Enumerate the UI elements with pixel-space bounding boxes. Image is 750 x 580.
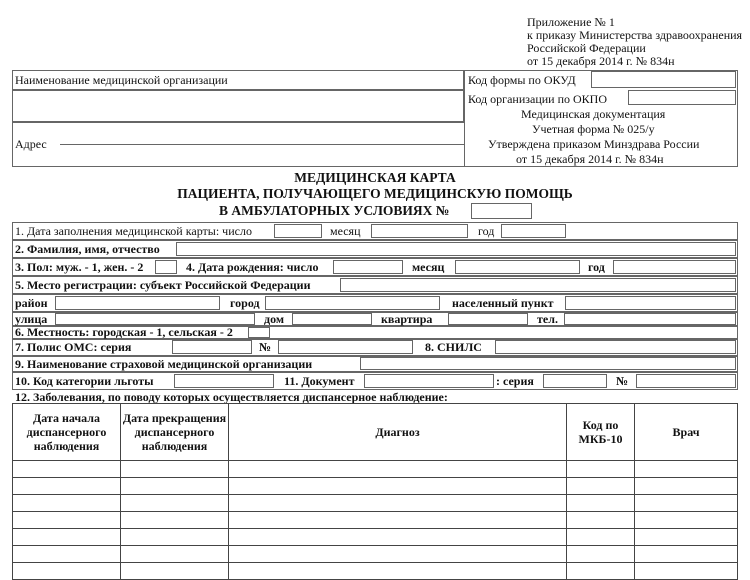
col-doctor: Врач [635, 404, 738, 461]
document-series-input[interactable] [543, 374, 607, 388]
col-icd-code: Код по МКБ-10 [567, 404, 635, 461]
okud-input[interactable] [591, 71, 736, 88]
card-title-line-2: ПАЦИЕНТА, ПОЛУЧАЮЩЕГО МЕДИЦИНСКУЮ ПОМОЩЬ [177, 186, 573, 201]
benefit-code-label: 10. Код категории льготы [15, 374, 154, 388]
approved-date-label: от 15 декабря 2014 г. № 834н [516, 152, 664, 166]
apartment-input[interactable] [448, 313, 528, 325]
med-doc-label: Медицинская документация [521, 107, 666, 121]
fill-month-label: месяц [330, 224, 361, 238]
table-cell[interactable] [635, 512, 738, 529]
table-cell[interactable] [635, 546, 738, 563]
registration-label: 5. Место регистрации: субъект Российской Федерации [15, 278, 311, 292]
apartment-label: квартира [381, 312, 433, 326]
table-cell[interactable] [121, 461, 229, 478]
table-cell[interactable] [229, 529, 567, 546]
table-cell[interactable] [13, 512, 121, 529]
table-cell[interactable] [121, 495, 229, 512]
okpo-input[interactable] [628, 90, 736, 105]
sex-input[interactable] [155, 260, 177, 274]
table-cell[interactable] [567, 461, 635, 478]
table-cell[interactable] [229, 546, 567, 563]
table-cell[interactable] [567, 563, 635, 580]
table-row [13, 546, 738, 563]
card-title-line-1: МЕДИЦИНСКАЯ КАРТА [294, 170, 456, 185]
birth-month-label: месяц [412, 260, 445, 274]
region-input[interactable] [340, 278, 736, 292]
house-input[interactable] [292, 313, 372, 325]
document-input[interactable] [364, 374, 494, 388]
snils-input[interactable] [495, 340, 736, 354]
table-cell[interactable] [567, 529, 635, 546]
birth-year-label: год [588, 260, 605, 274]
table-cell[interactable] [229, 512, 567, 529]
table-cell[interactable] [567, 512, 635, 529]
table-cell[interactable] [13, 461, 121, 478]
sex-label: 3. Пол: муж. - 1, жен. - 2 [15, 260, 144, 274]
okpo-label: Код организации по ОКПО [468, 92, 608, 106]
table-cell[interactable] [635, 478, 738, 495]
city-input[interactable] [265, 296, 440, 310]
col-end-date: Дата прекращения диспансерного наблюдения [121, 404, 229, 461]
approved-label: Утверждена приказом Минздрава России [488, 137, 700, 151]
oms-policy-label: 7. Полис ОМС: серия [15, 340, 132, 354]
document-label: 11. Документ [284, 374, 355, 388]
table-row [13, 461, 738, 478]
form-number-label: Учетная форма № 025/у [532, 122, 655, 136]
table-cell[interactable] [229, 461, 567, 478]
table-cell[interactable] [13, 478, 121, 495]
table-row [13, 478, 738, 495]
address-input-1[interactable] [60, 123, 464, 144]
city-label: город [230, 296, 260, 310]
table-cell[interactable] [635, 461, 738, 478]
document-number-input[interactable] [636, 374, 736, 388]
table-cell[interactable] [567, 495, 635, 512]
birth-year-input[interactable] [613, 260, 736, 274]
full-name-input[interactable] [176, 242, 736, 256]
oms-number-sign: № [259, 340, 272, 354]
district-label: район [15, 296, 48, 310]
oms-number-input[interactable] [278, 340, 413, 354]
oms-series-input[interactable] [172, 340, 252, 354]
phone-input[interactable] [564, 313, 736, 325]
col-diagnosis: Диагноз [229, 404, 567, 461]
table-cell[interactable] [567, 546, 635, 563]
street-input[interactable] [55, 313, 255, 325]
card-title-line-3: В АМБУЛАТОРНЫХ УСЛОВИЯХ № [219, 203, 450, 218]
appendix-line-4: от 15 декабря 2014 г. № 834н [527, 54, 675, 68]
fill-date-label: 1. Дата заполнения медицинской карты: число [15, 224, 252, 238]
table-cell[interactable] [635, 495, 738, 512]
settlement-label: населенный пункт [452, 296, 554, 310]
table-row [13, 529, 738, 546]
birth-day-input[interactable] [333, 260, 403, 274]
locality-label: 6. Местность: городская - 1, сельская - 2 [15, 325, 233, 339]
col-start-date: Дата начала диспансерного наблюдения [13, 404, 121, 461]
settlement-input[interactable] [565, 296, 736, 310]
table-cell[interactable] [13, 495, 121, 512]
table-cell[interactable] [13, 563, 121, 580]
table-cell[interactable] [635, 563, 738, 580]
document-number-sign: № [616, 374, 629, 388]
table-body [13, 461, 738, 580]
table-cell[interactable] [121, 546, 229, 563]
table-header-row [13, 404, 738, 461]
insurer-input[interactable] [360, 357, 736, 370]
street-label: улица [15, 312, 48, 326]
card-number-input[interactable] [471, 203, 532, 219]
table-row [13, 512, 738, 529]
table-cell[interactable] [567, 478, 635, 495]
benefit-code-input[interactable] [174, 374, 274, 388]
appendix-line-2: к приказу Министерства здравоохранения [527, 28, 743, 42]
full-name-label: 2. Фамилия, имя, отчество [15, 242, 160, 256]
table-cell[interactable] [121, 563, 229, 580]
appendix-line-1: Приложение № 1 [527, 15, 615, 29]
table-cell[interactable] [13, 529, 121, 546]
fill-month-input[interactable] [371, 224, 468, 238]
address-label: Адрес [15, 137, 47, 151]
table-cell[interactable] [121, 512, 229, 529]
locality-input[interactable] [248, 327, 270, 338]
table-cell[interactable] [229, 495, 567, 512]
table-cell[interactable] [229, 478, 567, 495]
document-series-label: : серия [496, 374, 534, 388]
dispensary-table [12, 403, 738, 580]
appendix-line-3: Российской Федерации [527, 41, 646, 55]
fill-year-input[interactable] [501, 224, 566, 238]
address-input-2[interactable] [60, 145, 464, 166]
fill-year-label: год [478, 224, 495, 238]
table-cell[interactable] [121, 478, 229, 495]
snils-label: 8. СНИЛС [425, 340, 482, 354]
phone-label: тел. [537, 312, 558, 326]
org-name-extra-field[interactable] [12, 90, 464, 122]
table-row [13, 563, 738, 580]
org-name-label: Наименование медицинской организации [15, 73, 228, 87]
insurer-label: 9. Наименование страховой медицинской организации [15, 357, 313, 371]
district-input[interactable] [55, 296, 220, 310]
birth-date-label: 4. Дата рождения: число [186, 260, 319, 274]
dispensary-label: 12. Заболевания, по поводу которых осуществляется диспансерное наблюдение: [15, 390, 448, 404]
table-cell[interactable] [13, 546, 121, 563]
table-cell[interactable] [229, 563, 567, 580]
okud-label: Код формы по ОКУД [468, 73, 576, 87]
house-label: дом [264, 312, 285, 326]
fill-day-input[interactable] [274, 224, 322, 238]
table-cell[interactable] [121, 529, 229, 546]
table-row [13, 495, 738, 512]
table-cell[interactable] [635, 529, 738, 546]
birth-month-input[interactable] [455, 260, 580, 274]
